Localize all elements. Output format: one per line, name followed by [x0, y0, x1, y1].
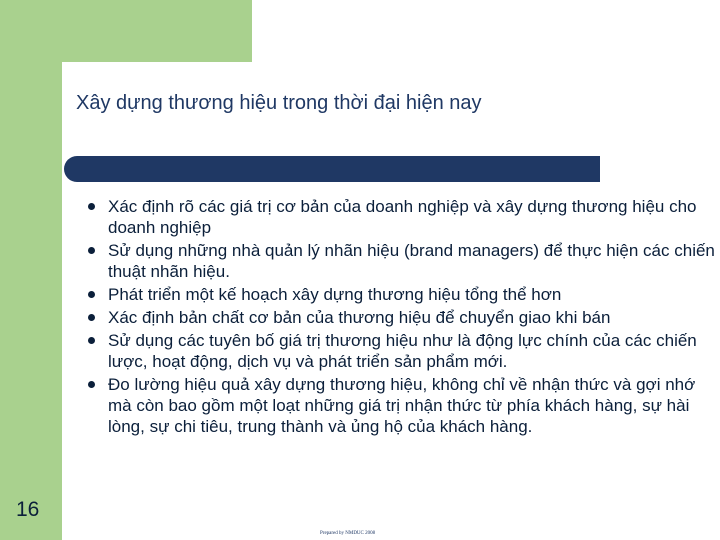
bullet-list [88, 196, 716, 439]
bullet-icon [88, 291, 95, 298]
bullet-icon [88, 247, 95, 254]
footer-credit: Prepared by NMDUC 2008 [320, 531, 376, 536]
bullet-icon [88, 337, 95, 344]
bullet-icon [88, 314, 95, 321]
list-item [88, 284, 716, 305]
slide-title: Xây dựng thương hiệu trong thời đại hiện nay [76, 92, 482, 114]
bullet-icon [88, 381, 95, 388]
page-number: 16 [16, 498, 40, 521]
list-item [88, 307, 716, 328]
title-underline-bar [64, 156, 600, 182]
list-item [88, 240, 716, 282]
green-sidebar [0, 0, 62, 540]
list-item-text: Xác định rõ các giá trị cơ bản của doanh nghiệp và xây dựng thương hiệu cho doanh nghiệp [108, 197, 697, 237]
list-item [88, 330, 716, 372]
bullet-icon [88, 203, 95, 210]
list-item [88, 374, 716, 437]
list-item-text: Phát triển một kế hoạch xây dựng thương hiệu tổng thể hơn [108, 285, 562, 304]
list-item-text: Đo lường hiệu quả xây dựng thương hiệu, không chỉ về nhận thức và gợi nhớ mà còn bao gồm một loạt những giá trị nhận thức từ phía khách hàng, sự hài lòng, sự chi tiêu, trung thành và ủng hộ của khách hàng. [108, 375, 696, 436]
list-item-text: Sử dụng những nhà quản lý nhãn hiệu (brand managers) để thực hiện các chiến thuật nhãn hiệu. [108, 241, 715, 281]
green-top-band [0, 0, 252, 62]
list-item-text: Sử dụng các tuyên bố giá trị thương hiệu như là động lực chính của các chiến lược, hoạt động, dịch vụ và phát triển sản phẩm mới. [108, 331, 697, 371]
list-item-text: Xác định bản chất cơ bản của thương hiệu để chuyển giao khi bán [108, 308, 611, 327]
list-item [88, 196, 716, 238]
